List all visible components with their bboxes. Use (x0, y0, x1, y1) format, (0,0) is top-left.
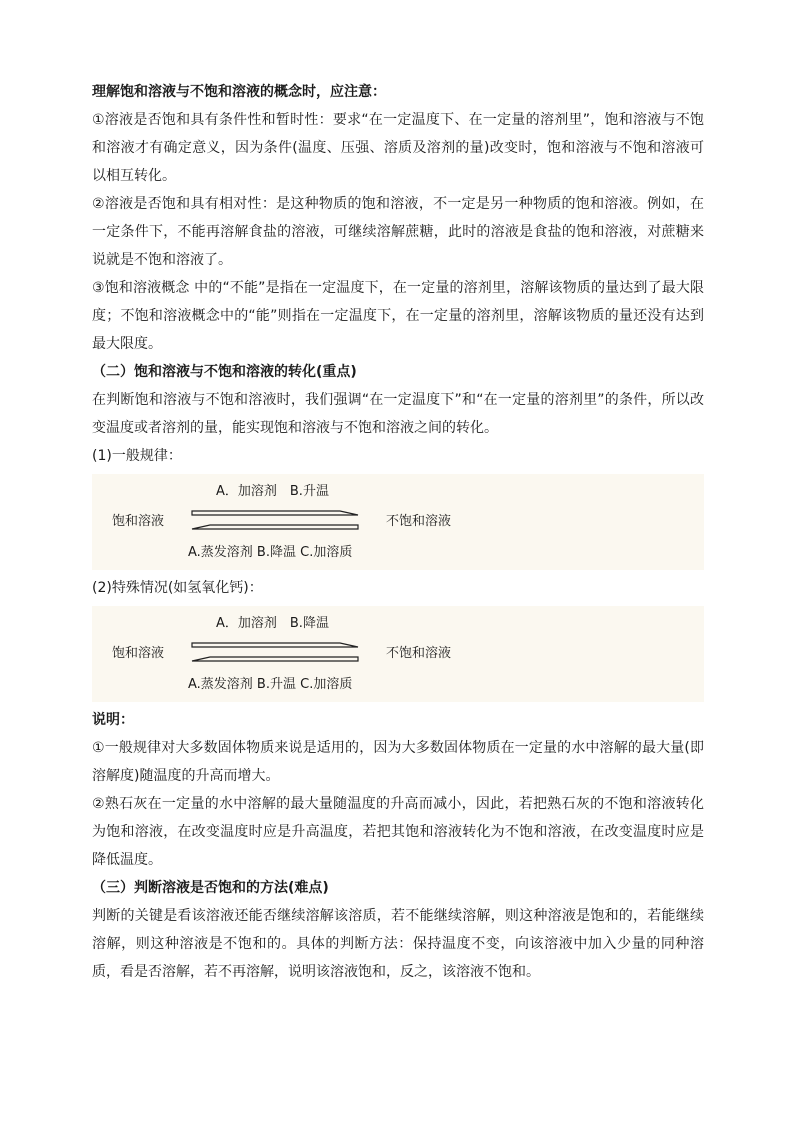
special-saturated-label: 饱和溶液 (112, 646, 165, 661)
special-reverse-conditions: A.蒸发溶剂 B.升温 C.加溶质 (188, 677, 353, 692)
double-arrow-icon (190, 508, 360, 534)
note-1: ①一般规律对大多数固体物质来说是适用的，因为大多数固体物质在一定量的水中溶解的最大量(即溶解度)随温度的升高而增大。 (92, 740, 704, 784)
point-1: ①溶液是否饱和具有条件性和暂时性：要求“在一定温度下、在一定量的溶剂里”，饱和溶液与不饱和溶液才有确定意义，因为条件(温度、压强、溶质及溶剂的量)改变时，饱和溶液与不饱和溶液可以相互转化。 (92, 112, 704, 184)
document-content (92, 78, 704, 986)
special-unsaturated-label: 不饱和溶液 (386, 646, 452, 661)
general-unsaturated-label: 不饱和溶液 (386, 514, 452, 529)
point-2: ②溶液是否饱和具有相对性：是这种物质的饱和溶液，不一定是另一种物质的饱和溶液。例如，在一定条件下，不能再溶解食盐的溶液，可继续溶解蔗糖，此时的溶液是食盐的饱和溶液，对蔗糖来说就是不饱和溶液了。 (92, 196, 704, 268)
section-2-intro: 在判断饱和溶液与不饱和溶液时，我们强调“在一定温度下”和“在一定量的溶剂里”的条件，所以改变温度或者溶剂的量，能实现饱和溶液与不饱和溶液之间的转化。 (92, 392, 704, 436)
double-arrow-icon (190, 640, 360, 666)
special-forward-conditions: A．加溶剂 B.降温 (216, 616, 329, 631)
section-2-title: （二）饱和溶液与不饱和溶液的转化(重点) (92, 364, 357, 380)
special-conversion-diagram (92, 606, 704, 702)
general-forward-conditions: A．加溶剂 B.升温 (216, 484, 329, 499)
general-saturated-label: 饱和溶液 (112, 514, 165, 529)
special-case-label: (2)特殊情况(如氢氧化钙)： (92, 580, 263, 596)
general-conversion-diagram (92, 474, 704, 570)
heading: 理解饱和溶液与不饱和溶液的概念时，应注意： (92, 84, 386, 100)
general-reverse-conditions: A.蒸发溶剂 B.降温 C.加溶质 (188, 545, 353, 560)
point-3: ③饱和溶液概念 中的“不能”是指在一定温度下，在一定量的溶剂里，溶解该物质的量达到了最大限度；不饱和溶液概念中的“能”则指在一定温度下，在一定量的溶剂里，溶解该物质的量还没有达到最大限度。 (92, 280, 704, 352)
section-3-title: （三）判断溶液是否饱和的方法(难点) (92, 880, 329, 896)
section-3-text: 判断的关键是看该溶液还能否继续溶解该溶质，若不能继续溶解，则这种溶液是饱和的，若能继续溶解，则这种溶液是不饱和的。具体的判断方法：保持温度不变，向该溶液中加入少量的同种溶质，看是否溶解，若不再溶解，说明该溶液饱和，反之，该溶液不饱和。 (92, 908, 704, 980)
note-title: 说明： (92, 712, 134, 728)
general-rule-label: (1)一般规律： (92, 448, 182, 464)
note-2: ②熟石灰在一定量的水中溶解的最大量随温度的升高而减小，因此，若把熟石灰的不饱和溶液转化为饱和溶液，在改变温度时应是升高温度，若把其饱和溶液转化为不饱和溶液，在改变温度时应是降低温度。 (92, 796, 704, 868)
